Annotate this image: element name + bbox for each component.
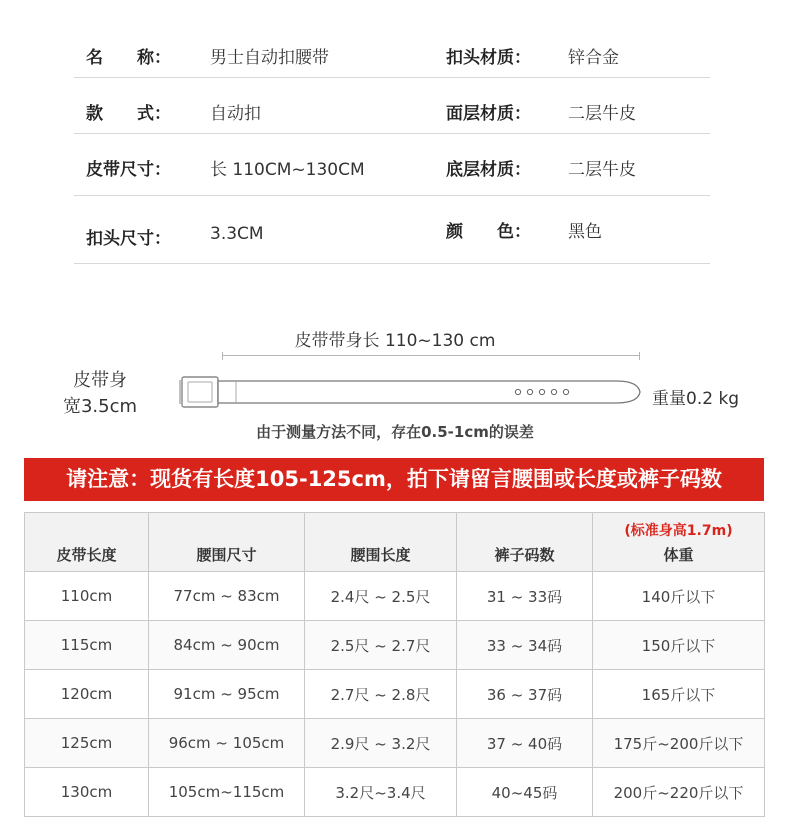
spec-label: 颜 色： <box>446 222 531 242</box>
header-waist-length: 腰围长度 <box>305 513 457 572</box>
cell-weight: 175斤~200斤以下 <box>593 719 765 768</box>
spec-label: 面层材质： <box>446 104 531 124</box>
table-row <box>25 719 765 768</box>
cell-waist-size: 105cm~115cm <box>149 768 305 817</box>
spec-value: 锌合金 <box>568 48 619 68</box>
spec-label: 扣头材质： <box>446 48 531 68</box>
cell-belt-length: 115cm <box>25 621 149 670</box>
spec-label: 底层材质： <box>446 160 531 180</box>
cell-belt-length: 130cm <box>25 768 149 817</box>
length-measure-line <box>222 355 640 356</box>
header-weight-label: 体重 <box>663 546 694 564</box>
belt-weight-label: 重量0.2 kg <box>652 389 740 409</box>
size-table <box>24 512 765 817</box>
cell-weight: 140斤以下 <box>593 572 765 621</box>
spec-row <box>74 24 710 78</box>
table-row <box>25 670 765 719</box>
cell-waist-length: 2.9尺 ~ 3.2尺 <box>305 719 457 768</box>
spec-value: 男士自动扣腰带 <box>210 48 329 68</box>
spec-label: 扣头尺寸： <box>86 229 171 249</box>
header-waist-size: 腰围尺寸 <box>149 513 305 572</box>
belt-hole <box>515 389 520 394</box>
spec-label: 皮带尺寸： <box>86 160 171 180</box>
spec-row <box>74 77 710 134</box>
cell-pants-size: 31 ~ 33码 <box>457 572 593 621</box>
belt-width-line: 宽3.5cm <box>62 396 138 417</box>
cell-waist-length: 2.4尺 ~ 2.5尺 <box>305 572 457 621</box>
belt-width-label <box>40 368 160 420</box>
belt-illustration <box>176 370 648 414</box>
header-belt-length: 皮带长度 <box>25 513 149 572</box>
table-row <box>25 572 765 621</box>
table-row <box>25 768 765 817</box>
header-weight <box>593 513 765 572</box>
standard-height-note: (标准身高1.7m) <box>624 523 733 539</box>
cell-pants-size: 36 ~ 37码 <box>457 670 593 719</box>
notice-banner: 请注意：现货有长度105-125cm，拍下请留言腰围或长度或裤子码数 <box>24 458 764 501</box>
cell-weight: 150斤以下 <box>593 621 765 670</box>
cell-waist-size: 84cm ~ 90cm <box>149 621 305 670</box>
belt-hole <box>551 389 556 394</box>
measure-tick <box>222 352 223 360</box>
spec-value: 黑色 <box>568 222 602 242</box>
cell-belt-length: 125cm <box>25 719 149 768</box>
header-pants-size: 裤子码数 <box>457 513 593 572</box>
belt-hole <box>527 389 532 394</box>
spec-label: 名 称： <box>86 48 171 68</box>
spec-value: 自动扣 <box>210 104 261 124</box>
cell-waist-length: 3.2尺~3.4尺 <box>305 768 457 817</box>
cell-waist-size: 91cm ~ 95cm <box>149 670 305 719</box>
measurement-note: 由于测量方法不同，存在0.5-1cm的误差 <box>256 423 534 441</box>
spec-value: 二层牛皮 <box>568 160 636 180</box>
belt-strap-shape <box>218 381 640 403</box>
belt-width-line: 皮带身 <box>73 370 127 391</box>
spec-value: 二层牛皮 <box>568 104 636 124</box>
spec-value: 3.3CM <box>210 224 264 244</box>
cell-pants-size: 40~45码 <box>457 768 593 817</box>
cell-waist-length: 2.5尺 ~ 2.7尺 <box>305 621 457 670</box>
cell-waist-length: 2.7尺 ~ 2.8尺 <box>305 670 457 719</box>
belt-hole <box>563 389 568 394</box>
spec-row <box>74 133 710 196</box>
belt-length-label: 皮带带身长 110~130 cm <box>294 331 496 351</box>
cell-waist-size: 96cm ~ 105cm <box>149 719 305 768</box>
cell-belt-length: 120cm <box>25 670 149 719</box>
cell-weight: 200斤~220斤以下 <box>593 768 765 817</box>
belt-hole <box>539 389 544 394</box>
cell-waist-size: 77cm ~ 83cm <box>149 572 305 621</box>
table-header-row <box>25 513 765 572</box>
buckle-inner-shape <box>188 382 212 402</box>
cell-weight: 165斤以下 <box>593 670 765 719</box>
cell-pants-size: 33 ~ 34码 <box>457 621 593 670</box>
spec-value: 长 110CM~130CM <box>210 160 365 180</box>
cell-belt-length: 110cm <box>25 572 149 621</box>
table-row <box>25 621 765 670</box>
spec-label: 款 式： <box>86 104 171 124</box>
spec-row <box>74 195 710 264</box>
cell-pants-size: 37 ~ 40码 <box>457 719 593 768</box>
measure-tick <box>639 352 640 360</box>
